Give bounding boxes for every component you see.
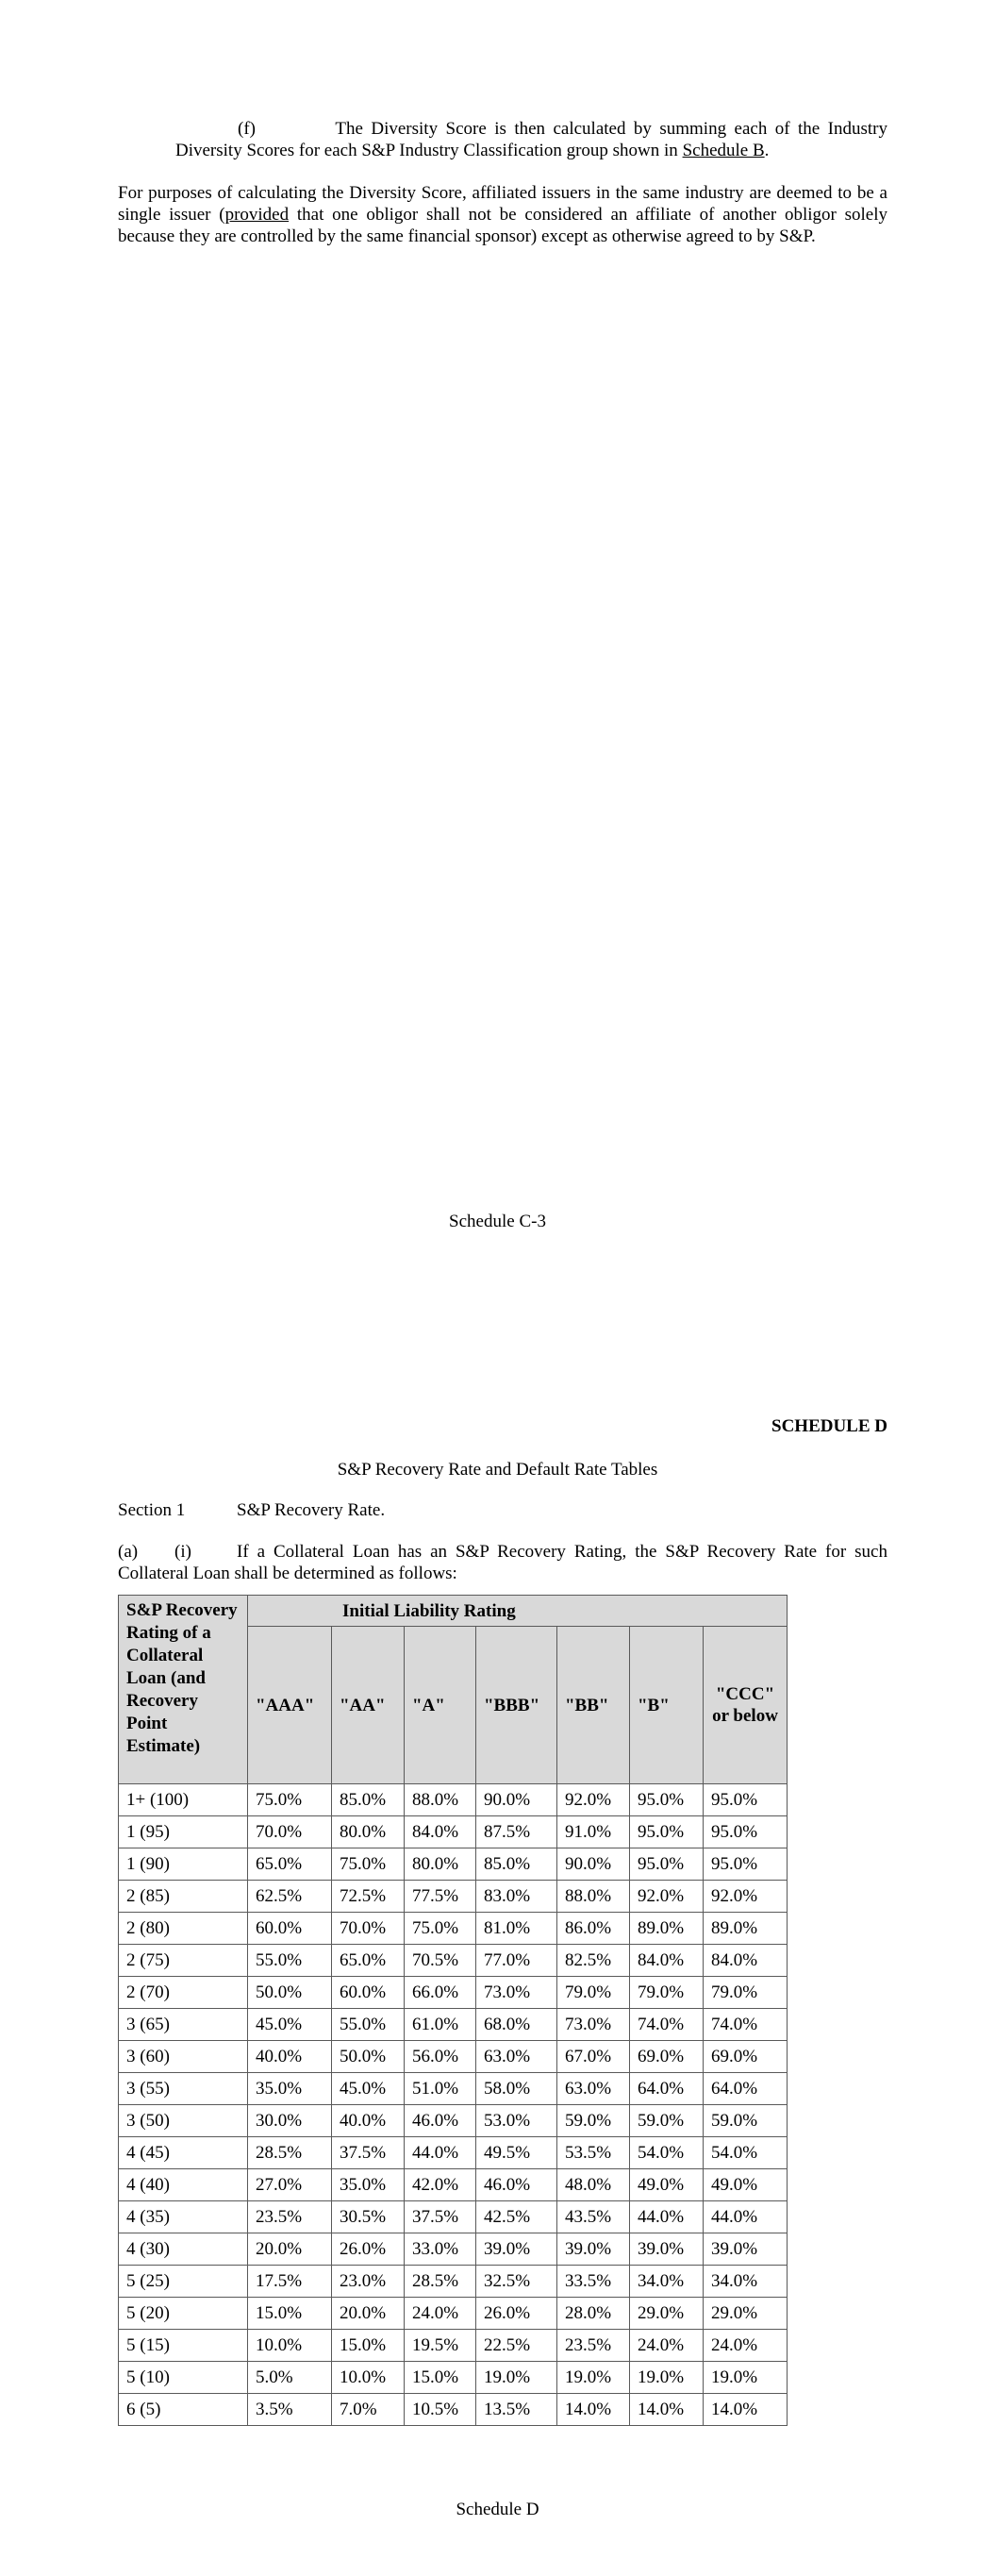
table-corner-header: S&P Recovery Rating of a Collateral Loan (and Recovery Point Estimate)	[119, 1596, 248, 1784]
rate-cell: 15.0%	[248, 2298, 332, 2330]
rate-cell: 60.0%	[332, 1977, 405, 2009]
paragraph-affiliated-text1: For purposes of calculating the Diversity Score, affiliated issuers in the same industry are deemed to be a single issuer (	[118, 183, 887, 225]
rate-cell: 92.0%	[557, 1784, 630, 1816]
rate-cell: 77.5%	[405, 1881, 476, 1913]
provided-term: provided	[224, 205, 290, 225]
rate-cell: 70.0%	[332, 1913, 405, 1945]
rate-cell: 39.0%	[704, 2233, 788, 2266]
rate-cell: 24.0%	[704, 2330, 788, 2362]
table-row	[119, 2041, 788, 2073]
rate-cell: 30.5%	[332, 2201, 405, 2233]
rate-cell: 19.0%	[557, 2362, 630, 2394]
rate-cell: 45.0%	[332, 2073, 405, 2105]
rate-cell: 26.0%	[332, 2233, 405, 2266]
rate-cell: 3.5%	[248, 2394, 332, 2426]
row-rating-cell: 5 (15)	[119, 2330, 248, 2362]
rate-cell: 23.0%	[332, 2266, 405, 2298]
rate-cell: 37.5%	[332, 2137, 405, 2169]
table-row	[119, 1977, 788, 2009]
paragraph-f-period: .	[764, 141, 770, 160]
row-rating-cell: 2 (85)	[119, 1881, 248, 1913]
rate-cell: 44.0%	[704, 2201, 788, 2233]
table-row	[119, 2330, 788, 2362]
table-group-header: Initial Liability Rating	[248, 1596, 788, 1627]
row-rating-cell: 1+ (100)	[119, 1784, 248, 1816]
page-footer-schedule-d: Schedule D	[456, 2500, 539, 2519]
rate-cell: 28.5%	[405, 2266, 476, 2298]
rate-cell: 63.0%	[476, 2041, 557, 2073]
schedule-d-subtitle: S&P Recovery Rate and Default Rate Tables	[337, 1460, 658, 1480]
rate-cell: 10.0%	[332, 2362, 405, 2394]
section-label: Section 1	[118, 1500, 186, 1520]
rate-cell: 10.0%	[248, 2330, 332, 2362]
rate-cell: 53.5%	[557, 2137, 630, 2169]
column-header-bb: "BB"	[557, 1627, 630, 1784]
recovery-rate-table	[118, 1595, 788, 2426]
rate-cell: 49.0%	[704, 2169, 788, 2201]
row-rating-cell: 3 (55)	[119, 2073, 248, 2105]
rate-cell: 42.0%	[405, 2169, 476, 2201]
table-row	[119, 1816, 788, 1848]
paragraph-f-line1	[118, 118, 887, 140]
schedule-d-heading: SCHEDULE D	[771, 1416, 887, 1436]
rate-cell: 20.0%	[332, 2298, 405, 2330]
table-row	[119, 1881, 788, 1913]
rate-cell: 67.0%	[557, 2041, 630, 2073]
rate-cell: 77.0%	[476, 1945, 557, 1977]
rate-cell: 86.0%	[557, 1913, 630, 1945]
rate-cell: 72.5%	[332, 1881, 405, 1913]
rate-cell: 84.0%	[630, 1945, 704, 1977]
rate-cell: 44.0%	[630, 2201, 704, 2233]
rate-cell: 55.0%	[332, 2009, 405, 2041]
rate-cell: 35.0%	[332, 2169, 405, 2201]
rate-cell: 73.0%	[476, 1977, 557, 2009]
rate-cell: 19.5%	[405, 2330, 476, 2362]
rate-cell: 63.0%	[557, 2073, 630, 2105]
rate-cell: 27.0%	[248, 2169, 332, 2201]
rate-cell: 87.5%	[476, 1816, 557, 1848]
rate-cell: 84.0%	[704, 1945, 788, 1977]
rate-cell: 82.5%	[557, 1945, 630, 1977]
paragraph-f	[118, 118, 887, 161]
rate-cell: 80.0%	[332, 1816, 405, 1848]
rate-cell: 53.0%	[476, 2105, 557, 2137]
section-title: S&P Recovery Rate.	[237, 1500, 386, 1520]
paragraph-a-line1	[118, 1541, 887, 1563]
rate-cell: 24.0%	[630, 2330, 704, 2362]
table-row	[119, 1913, 788, 1945]
rate-cell: 95.0%	[704, 1784, 788, 1816]
rate-cell: 83.0%	[476, 1881, 557, 1913]
rate-cell: 22.5%	[476, 2330, 557, 2362]
rate-cell: 19.0%	[476, 2362, 557, 2394]
rate-cell: 91.0%	[557, 1816, 630, 1848]
rate-cell: 46.0%	[476, 2169, 557, 2201]
rate-cell: 92.0%	[630, 1881, 704, 1913]
column-header-bbb: "BBB"	[476, 1627, 557, 1784]
rate-cell: 49.5%	[476, 2137, 557, 2169]
rate-cell: 50.0%	[248, 1977, 332, 2009]
row-rating-cell: 3 (60)	[119, 2041, 248, 2073]
rate-cell: 40.0%	[248, 2041, 332, 2073]
rate-cell: 46.0%	[405, 2105, 476, 2137]
row-rating-cell: 4 (40)	[119, 2169, 248, 2201]
rate-cell: 14.0%	[557, 2394, 630, 2426]
rate-cell: 34.0%	[704, 2266, 788, 2298]
rate-cell: 95.0%	[704, 1816, 788, 1848]
row-rating-cell: 5 (20)	[119, 2298, 248, 2330]
rate-cell: 59.0%	[557, 2105, 630, 2137]
rate-cell: 70.0%	[248, 1816, 332, 1848]
rate-cell: 92.0%	[704, 1881, 788, 1913]
rate-cell: 84.0%	[405, 1816, 476, 1848]
column-header-b: "B"	[630, 1627, 704, 1784]
table-row	[119, 2201, 788, 2233]
rate-cell: 14.0%	[630, 2394, 704, 2426]
rate-cell: 50.0%	[332, 2041, 405, 2073]
table-row	[119, 2298, 788, 2330]
column-header-aaa: "AAA"	[248, 1627, 332, 1784]
rate-cell: 95.0%	[704, 1848, 788, 1881]
rate-cell: 23.5%	[248, 2201, 332, 2233]
rate-cell: 23.5%	[557, 2330, 630, 2362]
table-row	[119, 2137, 788, 2169]
rate-cell: 54.0%	[704, 2137, 788, 2169]
rate-cell: 79.0%	[557, 1977, 630, 2009]
paragraph-affiliated-text2: that one obligor shall not be considered an affiliate of another obligor solely because they are controlled by the same financial sponsor) except as otherwise agreed to by S&P.	[118, 205, 887, 246]
row-rating-cell: 4 (45)	[119, 2137, 248, 2169]
rate-cell: 28.5%	[248, 2137, 332, 2169]
rate-cell: 85.0%	[332, 1784, 405, 1816]
rate-cell: 40.0%	[332, 2105, 405, 2137]
row-rating-cell: 2 (80)	[119, 1913, 248, 1945]
rate-cell: 39.0%	[630, 2233, 704, 2266]
rate-cell: 66.0%	[405, 1977, 476, 2009]
rate-cell: 51.0%	[405, 2073, 476, 2105]
page-schedule-d	[0, 1359, 995, 2576]
rate-cell: 95.0%	[630, 1848, 704, 1881]
rate-cell: 49.0%	[630, 2169, 704, 2201]
paragraph-a-label: (a)	[118, 1542, 139, 1562]
row-rating-cell: 4 (35)	[119, 2201, 248, 2233]
rate-cell: 29.0%	[630, 2298, 704, 2330]
table-row	[119, 2266, 788, 2298]
rate-cell: 60.0%	[248, 1913, 332, 1945]
rate-cell: 90.0%	[557, 1848, 630, 1881]
rate-cell: 15.0%	[405, 2362, 476, 2394]
rate-cell: 69.0%	[630, 2041, 704, 2073]
table-body	[119, 1784, 788, 2426]
rate-cell: 37.5%	[405, 2201, 476, 2233]
rate-cell: 10.5%	[405, 2394, 476, 2426]
row-rating-cell: 6 (5)	[119, 2394, 248, 2426]
paragraph-a-i	[118, 1541, 887, 1584]
rate-cell: 65.0%	[248, 1848, 332, 1881]
rate-cell: 61.0%	[405, 2009, 476, 2041]
paragraph-f-line2	[118, 140, 887, 161]
rate-cell: 89.0%	[630, 1913, 704, 1945]
rate-cell: 81.0%	[476, 1913, 557, 1945]
column-header-a: "A"	[405, 1627, 476, 1784]
rate-cell: 42.5%	[476, 2201, 557, 2233]
rate-cell: 59.0%	[704, 2105, 788, 2137]
rate-cell: 69.0%	[704, 2041, 788, 2073]
rate-cell: 20.0%	[248, 2233, 332, 2266]
paragraph-f-text2: Diversity Scores for each S&P Industry Classification group shown in	[175, 141, 683, 160]
rate-cell: 26.0%	[476, 2298, 557, 2330]
schedule-b-reference: Schedule B	[682, 141, 765, 160]
paragraph-f-text1: The Diversity Score is then calculated by summing each of the Industry	[335, 119, 887, 139]
rate-cell: 45.0%	[248, 2009, 332, 2041]
rate-cell: 75.0%	[405, 1913, 476, 1945]
table-row	[119, 2105, 788, 2137]
table-row	[119, 2073, 788, 2105]
paragraph-a-text2: Collateral Loan shall be determined as follows:	[118, 1564, 457, 1583]
row-rating-cell: 2 (70)	[119, 1977, 248, 2009]
rate-cell: 54.0%	[630, 2137, 704, 2169]
rate-cell: 80.0%	[405, 1848, 476, 1881]
rate-cell: 39.0%	[557, 2233, 630, 2266]
rate-cell: 7.0%	[332, 2394, 405, 2426]
rate-cell: 5.0%	[248, 2362, 332, 2394]
rate-cell: 95.0%	[630, 1816, 704, 1848]
rate-cell: 44.0%	[405, 2137, 476, 2169]
table-row	[119, 2233, 788, 2266]
row-rating-cell: 2 (75)	[119, 1945, 248, 1977]
rate-cell: 74.0%	[630, 2009, 704, 2041]
table-row	[119, 2009, 788, 2041]
rate-cell: 29.0%	[704, 2298, 788, 2330]
table-row	[119, 1945, 788, 1977]
paragraph-f-label: (f)	[238, 119, 256, 139]
rate-cell: 88.0%	[405, 1784, 476, 1816]
row-rating-cell: 5 (10)	[119, 2362, 248, 2394]
paragraph-i-label: (i)	[174, 1542, 191, 1562]
paragraph-affiliated-issuers	[118, 182, 887, 247]
rate-cell: 74.0%	[704, 2009, 788, 2041]
table-row	[119, 1784, 788, 1816]
rate-cell: 64.0%	[704, 2073, 788, 2105]
row-rating-cell: 3 (50)	[119, 2105, 248, 2137]
rate-cell: 62.5%	[248, 1881, 332, 1913]
paragraph-a-text1: If a Collateral Loan has an S&P Recovery Rating, the S&P Recovery Rate for such	[237, 1542, 887, 1562]
rate-cell: 65.0%	[332, 1945, 405, 1977]
rate-cell: 32.5%	[476, 2266, 557, 2298]
column-header-ccc: "CCC" or below	[704, 1627, 788, 1784]
row-rating-cell: 1 (95)	[119, 1816, 248, 1848]
rate-cell: 15.0%	[332, 2330, 405, 2362]
rate-cell: 19.0%	[704, 2362, 788, 2394]
row-rating-cell: 4 (30)	[119, 2233, 248, 2266]
rate-cell: 68.0%	[476, 2009, 557, 2041]
row-rating-cell: 5 (25)	[119, 2266, 248, 2298]
rate-cell: 70.5%	[405, 1945, 476, 1977]
table-row	[119, 2394, 788, 2426]
rate-cell: 58.0%	[476, 2073, 557, 2105]
rate-cell: 89.0%	[704, 1913, 788, 1945]
rate-cell: 48.0%	[557, 2169, 630, 2201]
rate-cell: 24.0%	[405, 2298, 476, 2330]
rate-cell: 43.5%	[557, 2201, 630, 2233]
row-rating-cell: 1 (90)	[119, 1848, 248, 1881]
row-rating-cell: 3 (65)	[119, 2009, 248, 2041]
rate-cell: 75.0%	[248, 1784, 332, 1816]
table-row	[119, 1848, 788, 1881]
rate-cell: 39.0%	[476, 2233, 557, 2266]
rate-cell: 59.0%	[630, 2105, 704, 2137]
rate-cell: 90.0%	[476, 1784, 557, 1816]
rate-cell: 95.0%	[630, 1784, 704, 1816]
rate-cell: 88.0%	[557, 1881, 630, 1913]
rate-cell: 73.0%	[557, 2009, 630, 2041]
column-header-aa: "AA"	[332, 1627, 405, 1784]
rate-cell: 30.0%	[248, 2105, 332, 2137]
rate-cell: 64.0%	[630, 2073, 704, 2105]
rate-cell: 79.0%	[630, 1977, 704, 2009]
rate-cell: 34.0%	[630, 2266, 704, 2298]
rate-cell: 35.0%	[248, 2073, 332, 2105]
rate-cell: 79.0%	[704, 1977, 788, 2009]
rate-cell: 33.5%	[557, 2266, 630, 2298]
rate-cell: 17.5%	[248, 2266, 332, 2298]
rate-cell: 56.0%	[405, 2041, 476, 2073]
rate-cell: 14.0%	[704, 2394, 788, 2426]
rate-cell: 13.5%	[476, 2394, 557, 2426]
rate-cell: 19.0%	[630, 2362, 704, 2394]
rate-cell: 75.0%	[332, 1848, 405, 1881]
rate-cell: 55.0%	[248, 1945, 332, 1977]
rate-cell: 85.0%	[476, 1848, 557, 1881]
rate-cell: 28.0%	[557, 2298, 630, 2330]
page-footer-schedule-c3: Schedule C-3	[449, 1212, 546, 1231]
table-row	[119, 2169, 788, 2201]
section-1-line	[118, 1499, 386, 1521]
rate-cell: 33.0%	[405, 2233, 476, 2266]
table-row	[119, 2362, 788, 2394]
